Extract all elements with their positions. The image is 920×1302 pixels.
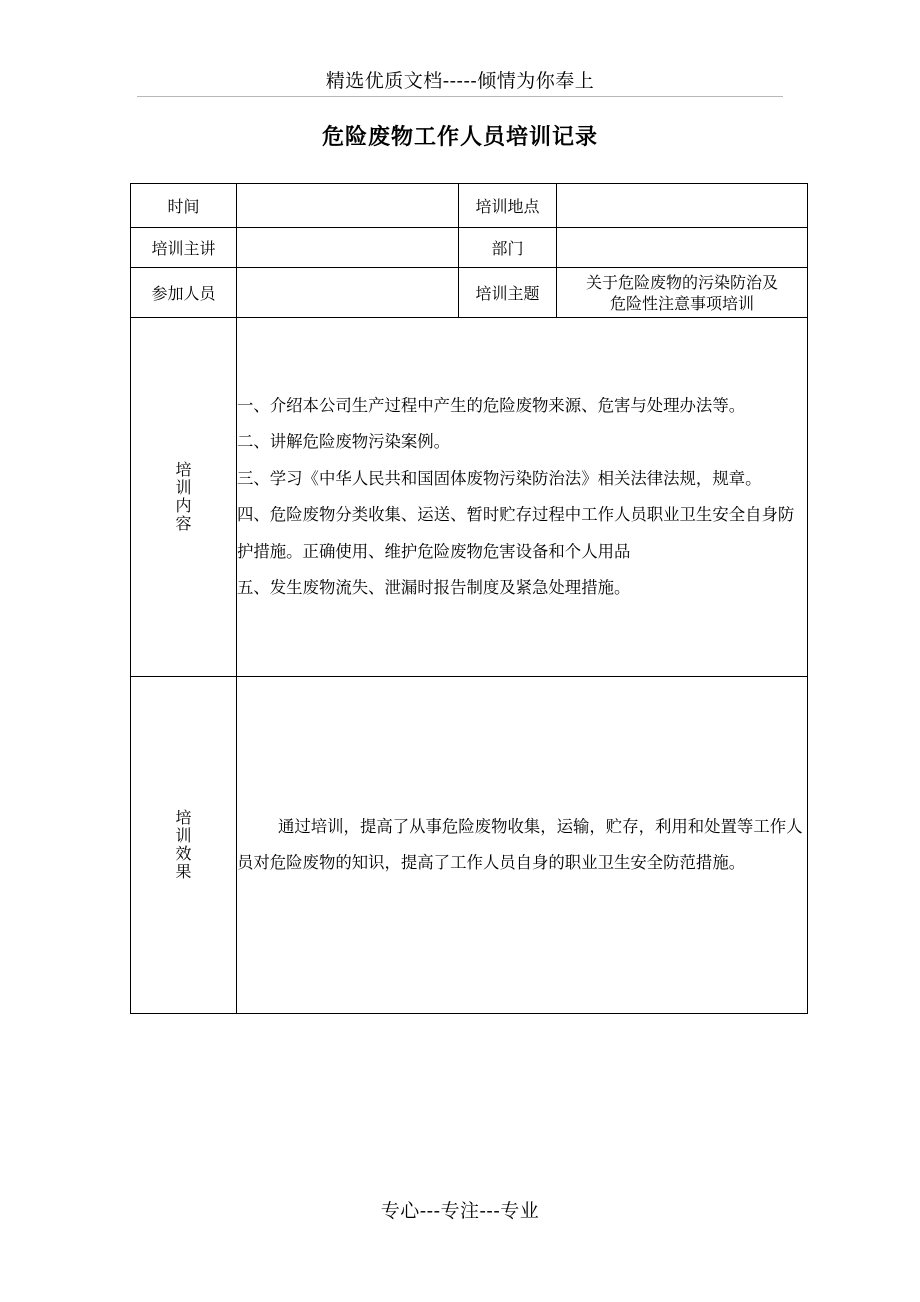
row-time-location: [131, 184, 808, 228]
document-title: 危险废物工作人员培训记录: [321, 124, 598, 150]
department-value[interactable]: [557, 228, 808, 268]
lecturer-value[interactable]: [237, 228, 459, 268]
page-header: 精选优质文档-----倾情为你奉上: [325, 70, 595, 92]
time-value[interactable]: [237, 184, 459, 228]
topic-label: 培训主题: [459, 268, 557, 318]
topic-value[interactable]: [557, 268, 808, 318]
participants-value[interactable]: [237, 268, 459, 318]
lecturer-label: 培训主讲: [131, 228, 237, 268]
row-content: [131, 318, 808, 677]
department-label: 部门: [459, 228, 557, 268]
time-label: 时间: [131, 184, 237, 228]
header-divider: [137, 96, 783, 97]
topic-text: 关于危险废物的污染防治及危险性注意事项培训: [585, 272, 778, 313]
location-label: 培训地点: [459, 184, 557, 228]
content-cell[interactable]: [237, 318, 808, 677]
effect-text: 通过培训，提高了从事危险废物收集，运输，贮存，利用和处置等工作人员对危险废物的知识，提高了工作人员自身的职业卫生安全防范措施。: [237, 816, 803, 872]
row-participants-topic: [131, 268, 808, 318]
content-item-2: 二、讲解危险废物污染案例。: [237, 432, 451, 451]
location-value[interactable]: [557, 184, 808, 228]
effect-label-cell: [131, 677, 237, 1014]
content-item-5: 五、发生废物流失、泄漏时报告制度及紧急处理措施。: [237, 578, 631, 597]
training-record-table: [130, 183, 808, 1014]
content-item-1: 一、介绍本公司生产过程中产生的危险废物来源、危害与处理办法等。: [237, 395, 746, 415]
content-item-4: 四、危险废物分类收集、运送、暂时贮存过程中工作人员职业卫生安全自身防护措施。正确使用、维护危险废物危害设备和个人用品: [237, 505, 795, 561]
content-label: 培训内容: [175, 460, 192, 533]
content-item-3: 三、学习《中华人民共和国固体废物污染防治法》相关法律法规，规章。: [237, 468, 762, 488]
row-effect: [131, 677, 808, 1014]
row-lecturer-department: [131, 228, 808, 268]
effect-label: 培训效果: [175, 808, 192, 881]
page-footer: 专心---专注---专业: [380, 1200, 540, 1222]
participants-label: 参加人员: [131, 268, 237, 318]
content-label-cell: [131, 318, 237, 677]
effect-cell[interactable]: [237, 677, 808, 1014]
